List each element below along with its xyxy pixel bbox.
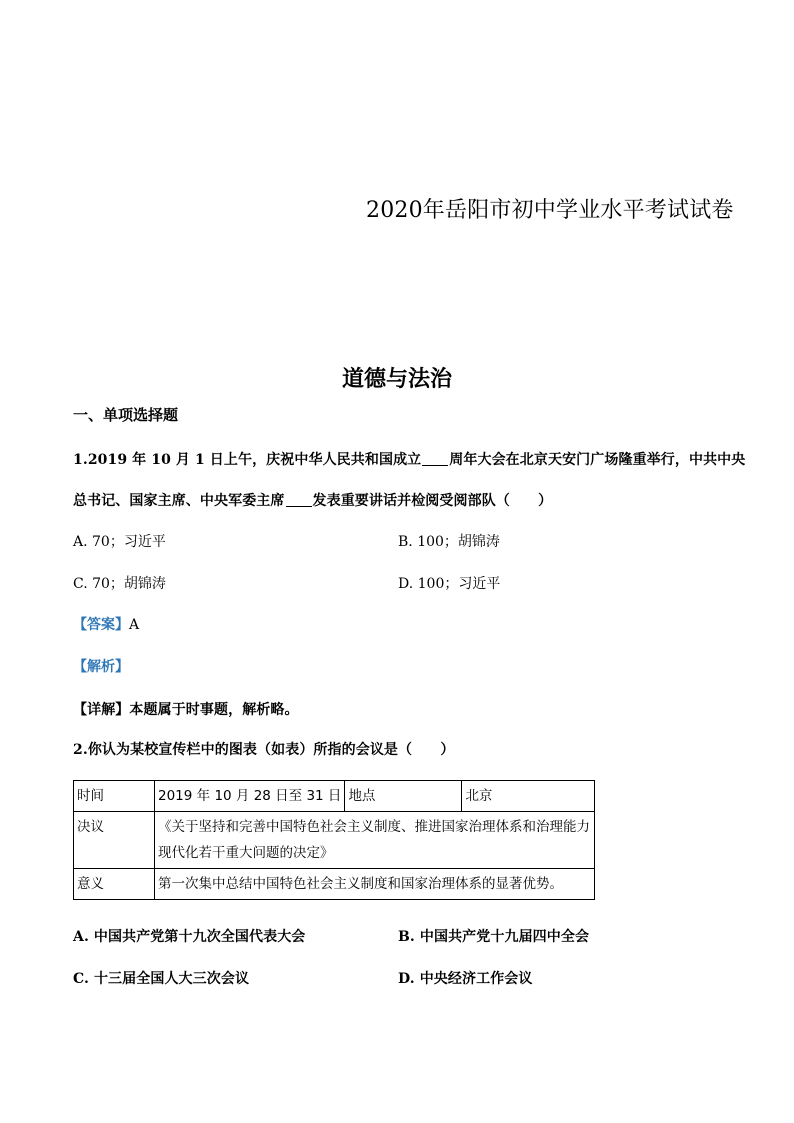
analysis-line	[73, 656, 129, 676]
question-1-option-a: A. 70；习近平	[73, 534, 166, 550]
question-1-line-1	[73, 449, 745, 469]
question-1-text: 总书记、国家主席、中央军委主席	[73, 493, 285, 509]
question-2-option-b: B. 中国共产党十九届四中全会	[398, 929, 590, 945]
subject-title: 道德与法治	[341, 366, 452, 392]
answer-blank	[422, 451, 448, 466]
table-cell-value: 北京	[462, 781, 595, 812]
table-row	[74, 869, 595, 900]
question-1-option-d: D. 100；习近平	[398, 576, 501, 592]
table-cell-label: 决议	[74, 812, 155, 869]
table-cell-value: 第一次集中总结中国特色社会主义制度和国家治理体系的显著优势。	[155, 869, 595, 900]
table-cell-label: 意义	[74, 869, 155, 900]
detail-text: 本题属于时事题，解析略。	[129, 702, 299, 718]
question-1-option-c: C. 70；胡锦涛	[73, 576, 166, 592]
table-row	[74, 781, 595, 812]
answer-value: A	[129, 617, 140, 633]
question-2-option-d: D. 中央经济工作会议	[398, 971, 533, 987]
detail-tag: 【详解】	[73, 702, 130, 718]
question-2-stem: 2.你认为某校宣传栏中的图表（如表）所指的会议是（ ）	[73, 742, 455, 758]
answer-line	[73, 614, 139, 634]
question-2-option-a: A. 中国共产党第十九次全国代表大会	[73, 929, 306, 945]
question-1-text: 发表重要讲话并检阅受阅部队（ ）	[312, 493, 553, 509]
table-cell-label: 地点	[345, 781, 462, 812]
document-title: 2020年岳阳市初中学业水平考试试卷	[366, 198, 734, 223]
question-1-option-b: B. 100；胡锦涛	[398, 534, 500, 550]
answer-blank	[286, 492, 312, 507]
table-cell-label: 时间	[74, 781, 155, 812]
question-1-text: 周年大会在北京天安门广场隆重举行，中共中央	[449, 452, 746, 468]
answer-tag: 【答案】	[73, 617, 129, 633]
table-row	[74, 812, 595, 869]
analysis-tag: 【解析】	[73, 659, 129, 675]
meeting-info-table	[73, 780, 595, 900]
question-1-line-2	[73, 490, 552, 510]
section-heading: 一、单项选择题	[73, 406, 179, 424]
table-cell-value: 《关于坚持和完善中国特色社会主义制度、推进国家治理体系和治理能力现代化若干重大问题的决定》	[155, 812, 595, 869]
question-1-text: 1.2019 年 10 月 1 日上午，庆祝中华人民共和国成立	[73, 452, 422, 468]
detail-line	[73, 699, 299, 719]
question-2-option-c: C. 十三届全国人大三次会议	[73, 971, 250, 987]
table-cell-value: 2019 年 10 月 28 日至 31 日	[155, 781, 345, 812]
